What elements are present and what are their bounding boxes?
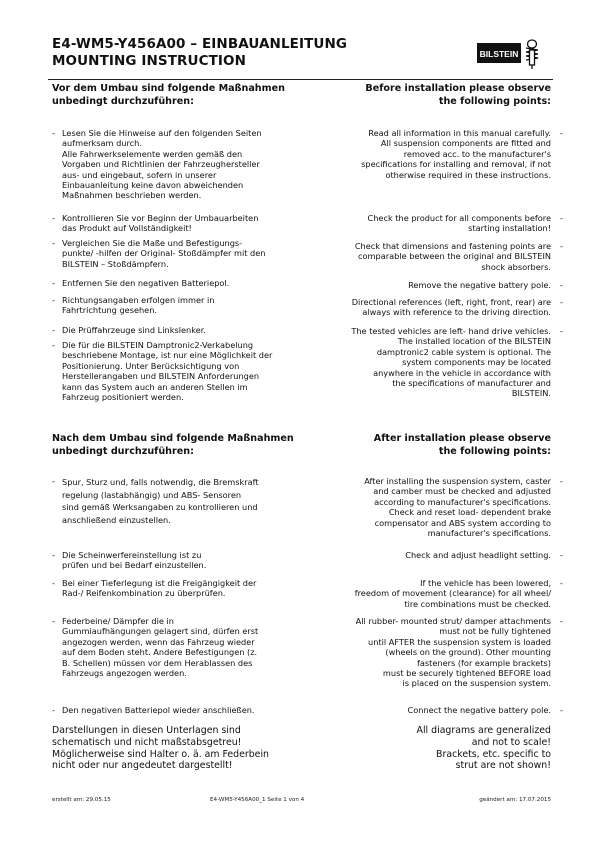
footer-changed-date: geändert am: 17.07.2015 — [479, 797, 551, 803]
before-de-item-2: Kontrollieren Sie vor Beginn der Umbauarbeiten das Produkt auf Vollständigkeit! — [62, 213, 259, 234]
after-de-item-1: Spur, Sturz und, falls notwendig, die Bremskraft regelung (lastabhängig) und ABS- Sensoren sind gemäß Werksangaben zu kontrollieren und anschließend einzustellen. — [62, 477, 259, 525]
after-heading-en: After installation please observe the following points: — [373, 433, 551, 457]
before-de-item-3: Vergleichen Sie die Maße und Befestigungs- punkte/ -hilfen der Original- Stoßdämpfer mit den BILSTEIN – Stoßdämpfern. — [62, 238, 266, 269]
before-de-item-4: Entfernen Sie den negativen Batteriepol. — [62, 278, 230, 288]
after-en-item-4: All rubber- mounted strut/ damper attachments must not be fully tightened until AFTER the suspension system is loaded (wheels on the ground). Other mounting fasteners (for example brackets) must be securely tightened BEFORE load is placed on the suspension system. — [355, 616, 551, 689]
before-en-item-1: Read all information in this manual carefully. All suspension components are fitted and removed acc. to the manufacturer's specifications for installing and removal, if not otherwise required in these instructions. — [361, 128, 551, 180]
logo-text: BILSTEIN — [479, 49, 519, 59]
diagram-note-de: Darstellungen in diesen Unterlagen sind schematisch und nicht maßstabsgetreu! Möglicherweise sind Halter o. ä. am Federbein nicht oder nur angedeutet dargestellt! — [52, 725, 269, 772]
after-de-item-3: Bei einer Tieferlegung ist die Freigängigkeit der Rad-/ Reifenkombination zu überprüfen. — [62, 578, 257, 599]
header-divider — [48, 79, 553, 80]
before-en-item-5: Directional references (left, right, front, rear) are always with reference to the driving direction. — [351, 297, 551, 318]
before-heading-de: Vor dem Umbau sind folgende Maßnahmen unbedingt durchzuführen: — [52, 83, 285, 107]
after-de-item-5: Den negativen Batteriepol wieder anschließen. — [62, 705, 255, 715]
after-en-item-3: If the vehicle has been lowered, freedom of movement (clearance) for all wheel/ tire combinations must be checked. — [354, 578, 551, 609]
before-en-item-6: The tested vehicles are left- hand drive vehicles. The installed location of the BILSTEIN damptronic2 cable system is optional. The system components may be located anywhere in the vehicle in accordance with the specifications of manufacturer and BILSTEIN. — [351, 326, 551, 399]
footer-page-number: E4-WM5-Y456A00_1 Seite 1 von 4 — [210, 797, 305, 803]
after-en-item-5: Connect the negative battery pole. — [407, 705, 551, 715]
shock-absorber-icon — [526, 40, 538, 69]
before-de-item-1: Lesen Sie die Hinweise auf den folgenden Seiten aufmerksam durch. Alle Fahrwerkselemente werden gemäß den Vorgaben und Richtlinien der Fahrzeughersteller aus- und eingebaut, sofern in unserer Einbauanleitung keine davon abweichenden Maßnahmen beschrieben werden. — [62, 128, 262, 201]
before-de-item-6: Die Prüffahrzeuge sind Linkslenker. — [62, 325, 206, 335]
title-line-en: MOUNTING INSTRUCTION — [52, 53, 247, 69]
after-en-item-1: After installing the suspension system, caster and camber must be checked and adjusted according to manufacturer's specifications. Check and reset load- dependent brake compensator and ABS system according to manufacturer's specifications. — [364, 476, 551, 539]
after-de-item-4: Federbeine/ Dämpfer die in Gummiaufhängungen gelagert sind, dürfen erst angezogen werden, wenn das Fahrzeug wieder auf dem Boden steht. Andere Befestigungen (z. B. Schellen) müssen vor dem Herablassen des Fahrzeugs angezogen werden. — [62, 616, 259, 679]
bilstein-logo — [477, 35, 541, 69]
before-en-item-2: Check the product for all components before starting installation! — [367, 213, 551, 234]
title-line-de: E4-WM5-Y456A00 – EINBAUANLEITUNG — [52, 36, 348, 52]
before-de-item-5: Richtungsangaben erfolgen immer in Fahrtrichtung gesehen. — [62, 295, 215, 316]
after-de-item-2: Die Scheinwerfereinstellung ist zu prüfen und bei Bedarf einzustellen. — [62, 550, 207, 571]
before-heading-en: Before installation please observe the following points: — [365, 83, 551, 107]
before-en-item-4: Remove the negative battery pole. — [408, 280, 551, 290]
after-heading-de: Nach dem Umbau sind folgende Maßnahmen unbedingt durchzuführen: — [52, 433, 294, 457]
after-en-item-2: Check and adjust headlight setting. — [405, 550, 551, 560]
before-de-item-7: Die für die BILSTEIN Damptronic2-Verkabelung beschriebene Montage, ist nur eine Möglichkeit der Positionierung. Unter Berücksichtigung von Herstellerangaben und BILSTEIN Anforderungen kann das System auch an anderen Stellen im Fahrzeug positioniert werden. — [62, 340, 273, 403]
footer-created-date: erstellt am: 29.05.15 — [52, 797, 111, 803]
diagram-note-en: All diagrams are generalized and not to scale! Brackets, etc. specific to strut are not shown! — [416, 725, 551, 772]
document-title — [52, 36, 347, 70]
before-en-item-3: Check that dimensions and fastening points are comparable between the original and BILSTEIN shock absorbers. — [354, 241, 551, 272]
